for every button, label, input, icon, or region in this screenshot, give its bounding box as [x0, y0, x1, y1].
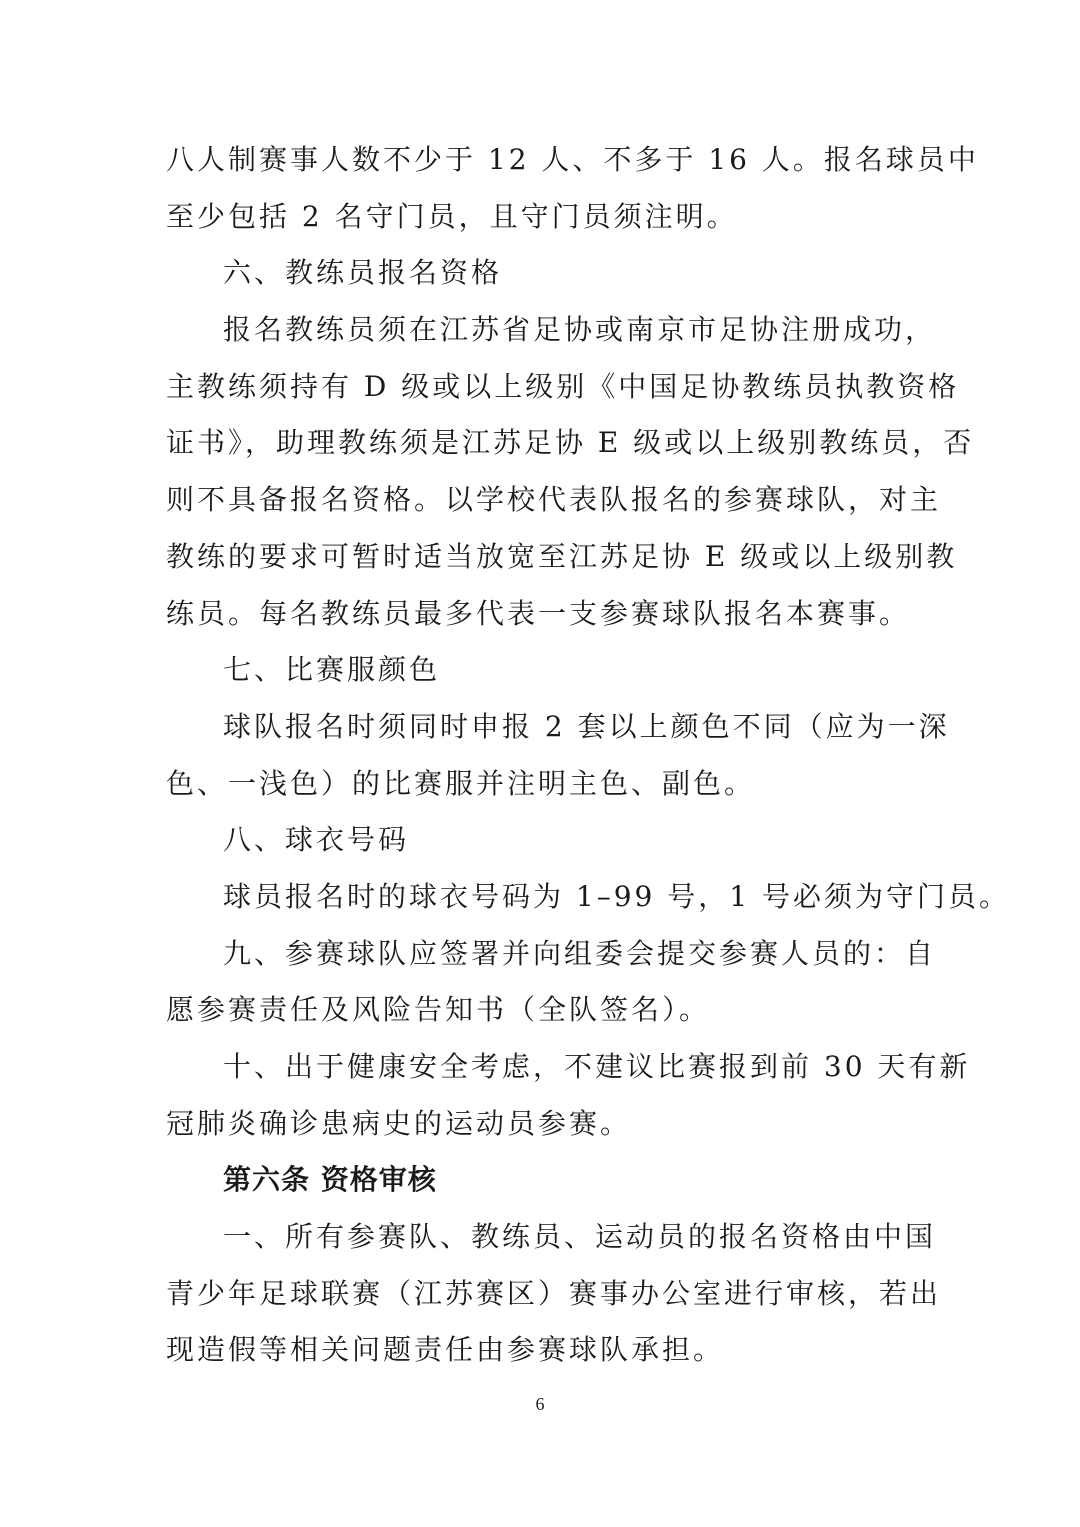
text-line: 一、所有参赛队、教练员、运动员的报名资格由中国	[223, 1220, 937, 1254]
text-line: 愿参赛责任及风险告知书（全队签名）。	[166, 993, 711, 1027]
section-heading: 八、球衣号码	[223, 823, 410, 857]
text-line: 教练的要求可暂时适当放宽至江苏足协 E 级或以上级别教	[166, 539, 958, 573]
text-line: 现造假等相关问题责任由参赛球队承担。	[166, 1333, 725, 1367]
text-line: 球队报名时须同时申报 2 套以上颜色不同（应为一深	[223, 709, 950, 743]
text-line: 冠肺炎确诊患病史的运动员参赛。	[166, 1106, 632, 1140]
text-line: 青少年足球联赛（江苏赛区）赛事办公室进行审核，若出	[166, 1276, 942, 1310]
text-line: 主教练须持有 D 级或以上级别《中国足协教练员执教资格	[166, 369, 960, 403]
article-heading: 第六条 资格审核	[223, 1163, 437, 1197]
section-heading: 六、教练员报名资格	[223, 256, 503, 290]
text-line: 八人制赛事人数不少于 12 人、不多于 16 人。报名球员中	[166, 143, 979, 176]
text-line: 九、参赛球队应签署并向组委会提交参赛人员的：自	[223, 936, 937, 970]
text-line: 练员。每名教练员最多代表一支参赛球队报名本赛事。	[166, 596, 911, 630]
text-line: 则不具备报名资格。以学校代表队报名的参赛球队，对主	[166, 483, 942, 517]
text-line: 十、出于健康安全考虑，不建议比赛报到前 30 天有新	[223, 1050, 971, 1083]
text-line: 球员报名时的球衣号码为 1–99 号，1 号必须为守门员。	[223, 879, 1010, 913]
document-body	[166, 132, 1010, 1379]
text-line: 证书》，助理教练须是江苏足协 E 级或以上级别教练员，否	[166, 426, 975, 460]
text-line: 色、一浅色）的比赛服并注明主色、副色。	[166, 766, 756, 800]
section-heading: 七、比赛服颜色	[223, 653, 441, 687]
text-line: 至少包括 2 名守门员，且守门员须注明。	[166, 199, 738, 233]
page-number: 6	[535, 1394, 545, 1414]
text-line: 报名教练员须在江苏省足协或南京市足协注册成功，	[223, 313, 937, 347]
